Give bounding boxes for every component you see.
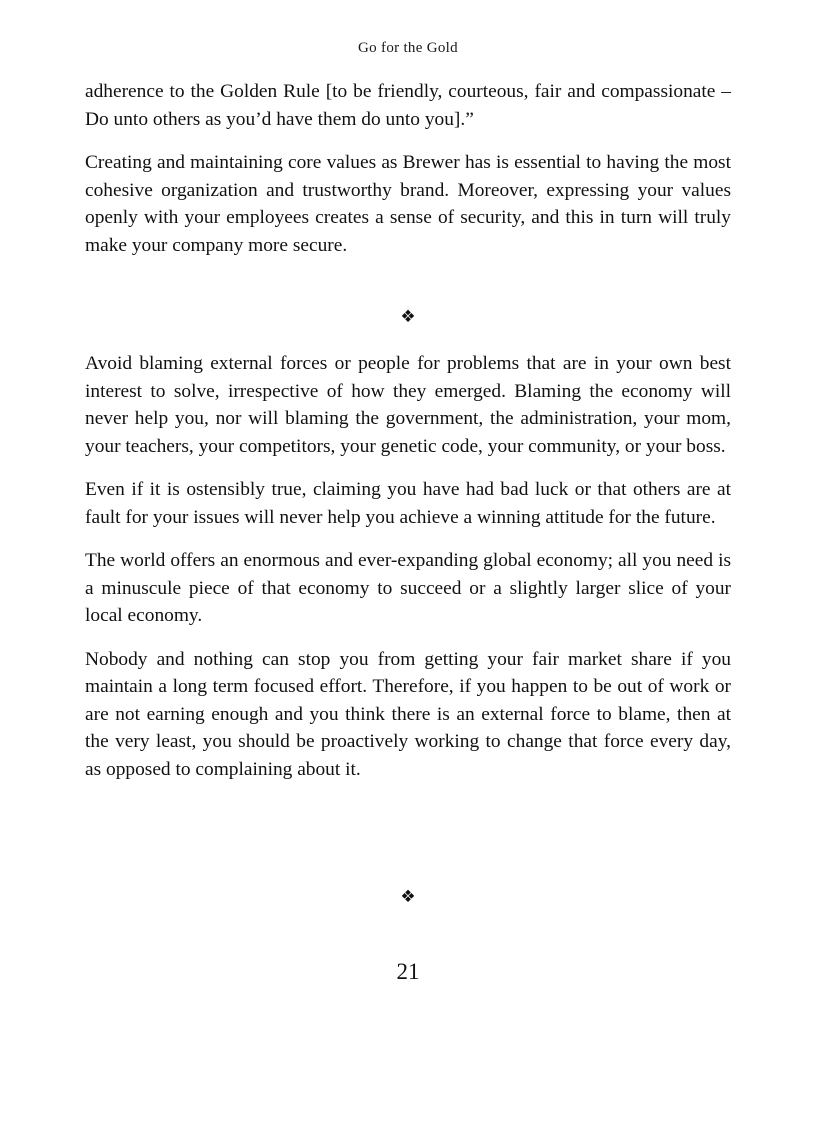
text-block-main bbox=[85, 350, 731, 799]
paragraph: Creating and maintaining core values as Brewer has is essential to having the most cohesive organization and trustworthy brand. Moreover, expressing your values openly with your employees creates a sense of security, and this in turn will truly make your company more secure. bbox=[85, 152, 731, 256]
running-header: Go for the Gold bbox=[358, 40, 458, 56]
section-ornament-icon: ❖ bbox=[400, 887, 416, 907]
section-ornament-icon: ❖ bbox=[400, 307, 416, 327]
paragraph: Avoid blaming external forces or people for problems that are in your own best interest to solve, irrespective of how they emerged. Blaming the economy will never help you, nor will blaming the government, the administration, your mom, your teachers, your competitors, your genetic code, your community, or your boss. bbox=[85, 353, 731, 457]
paragraph: Nobody and nothing can stop you from getting your fair market share if you maintain a long term focused effort. Therefore, if you happen to be out of work or are not earning enough and you think there is an external force to blame, then at the very least, you should be proactively working to change that force every day, as opposed to complaining about it. bbox=[85, 648, 731, 780]
paragraph: The world offers an enormous and ever-expanding global economy; all you need is a minuscule piece of that economy to succeed or a slightly larger slice of your local economy. bbox=[85, 550, 731, 626]
page-number: 21 bbox=[396, 959, 420, 984]
paragraph: Even if it is ostensibly true, claiming you have had bad luck or that others are at fault for your issues will never help you achieve a winning attitude for the future. bbox=[85, 479, 731, 528]
paragraph: adherence to the Golden Rule [to be friendly, courteous, fair and compassionate – Do unto others as you’d have them do unto you].” bbox=[85, 81, 731, 130]
text-block-top bbox=[85, 78, 731, 275]
